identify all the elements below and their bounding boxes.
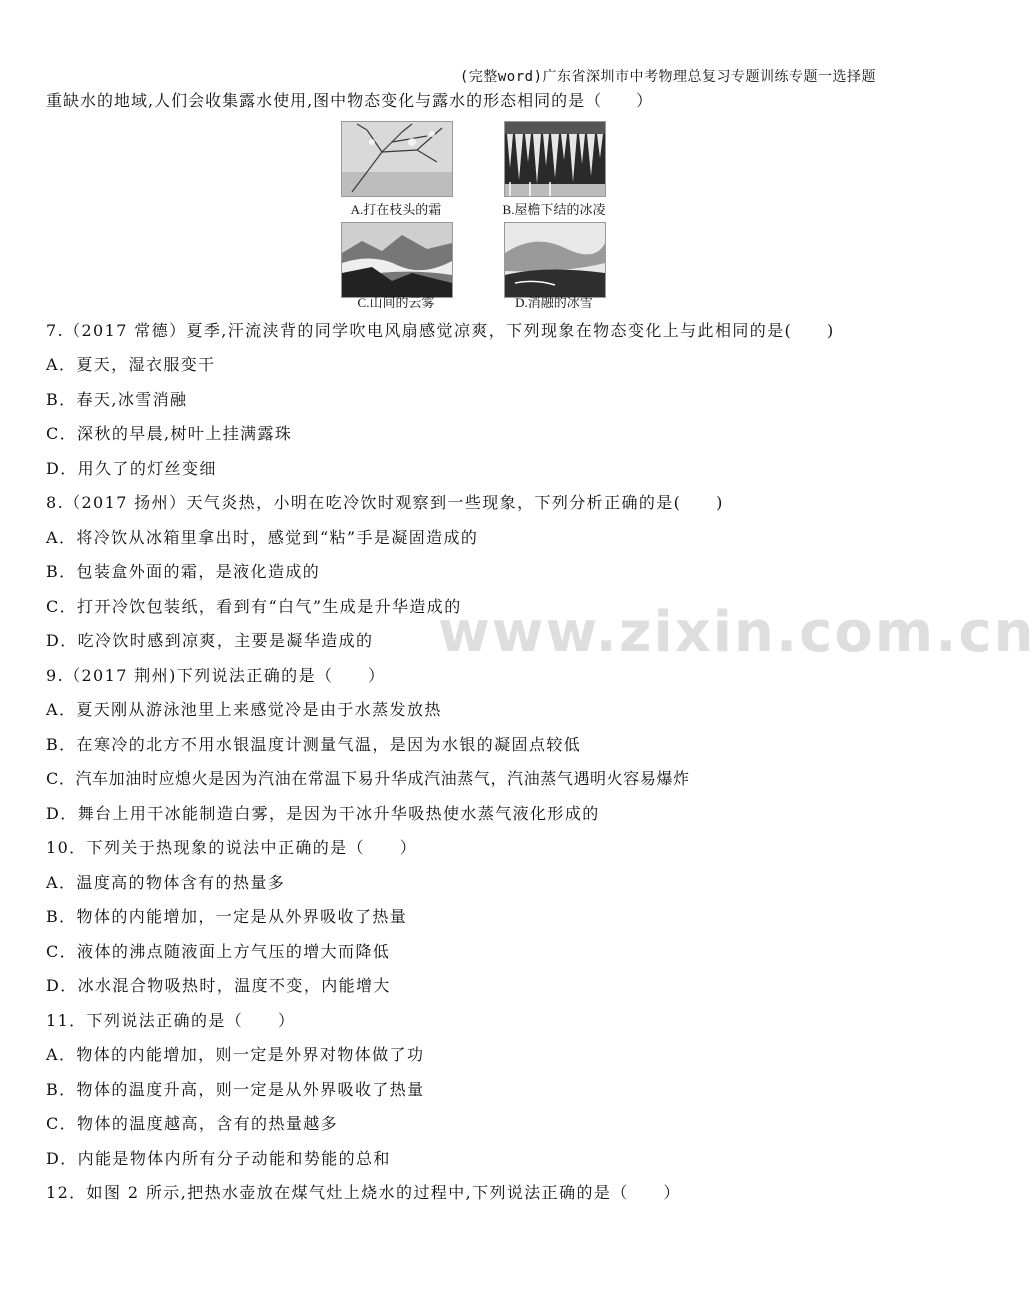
- caption-c: C.山间的云雾: [357, 295, 435, 310]
- question-10-stem: 10．下列关于热现象的说法中正确的是（ ）: [46, 838, 418, 857]
- question-8-option-d: D．吃冷饮时感到凉爽，主要是凝华造成的: [46, 631, 374, 650]
- frost-photo: [341, 121, 453, 197]
- question-6-stem: 重缺水的地域,人们会收集露水使用,图中物态变化与露水的形态相同的是（ ）: [46, 91, 654, 110]
- question-8-option-a: A．将冷饮从冰箱里拿出时，感觉到“粘”手是凝固造成的: [46, 528, 479, 547]
- caption-b: B.屋檐下结的冰凌: [502, 202, 606, 217]
- document-header: (完整word)广东省深圳市中考物理总复习专题训练专题一选择题: [459, 69, 876, 85]
- question-7-option-b: B．春天,冰雪消融: [46, 390, 188, 409]
- question-7-option-c: C．深秋的早晨,树叶上挂满露珠: [46, 424, 293, 443]
- icicle-photo: [504, 121, 606, 197]
- question-11-option-b: B．物体的温度升高，则一定是从外界吸收了热量: [46, 1080, 425, 1099]
- question-9-stem: 9.（2017 荆州)下列说法正确的是（ ）: [46, 666, 386, 685]
- question-11-option-d: D．内能是物体内所有分子动能和势能的总和: [46, 1149, 391, 1168]
- question-8-option-b: B．包装盒外面的霜，是液化造成的: [46, 562, 321, 581]
- question-7-stem: 7.（2017 常德）夏季,汗流浃背的同学吹电风扇感觉凉爽，下列现象在物态变化上与此相同的是( ): [46, 321, 835, 340]
- question-7-option-d: D．用久了的灯丝变细: [46, 459, 217, 478]
- question-7-option-a: A．夏天，湿衣服变干: [46, 355, 216, 374]
- question-11-option-c: C．物体的温度越高，含有的热量越多: [46, 1114, 339, 1133]
- question-8-option-c: C．打开冷饮包装纸，看到有“白气”生成是升华造成的: [46, 597, 462, 616]
- question-10-option-c: C．液体的沸点随液面上方气压的增大而降低: [46, 942, 391, 961]
- question-9-option-c: C．汽车加油时应熄火是因为汽油在常温下易升华成汽油蒸气，汽油蒸气遇明火容易爆炸: [46, 769, 690, 788]
- caption-a: A.打在枝头的霜: [350, 202, 442, 217]
- watermark: www.zixin.com.cn: [438, 600, 1036, 665]
- question-11-option-a: A．物体的内能增加，则一定是外界对物体做了功: [46, 1045, 425, 1064]
- question-12-stem: 12．如图 2 所示,把热水壶放在煤气灶上烧水的过程中,下列说法正确的是（ ）: [46, 1183, 681, 1202]
- question-11-stem: 11．下列说法正确的是（ ）: [46, 1011, 296, 1030]
- question-8-stem: 8.（2017 扬州）天气炎热，小明在吃冷饮时观察到一些现象，下列分析正确的是( ): [46, 493, 724, 512]
- question-9-option-d: D．舞台上用干冰能制造白雾，是因为干冰升华吸热使水蒸气液化形成的: [46, 804, 600, 823]
- question-9-option-a: A．夏天刚从游泳池里上来感觉冷是由于水蒸发放热: [46, 700, 442, 719]
- cloud-mist-photo: [341, 222, 453, 298]
- melting-snow-photo: [504, 222, 606, 298]
- question-9-option-b: B．在寒冷的北方不用水银温度计测量气温，是因为水银的凝固点较低: [46, 735, 582, 754]
- question-10-option-d: D．冰水混合物吸热时，温度不变，内能增大: [46, 976, 391, 995]
- caption-d: D.消融的冰雪: [515, 295, 593, 310]
- question-10-option-a: A．温度高的物体含有的热量多: [46, 873, 286, 892]
- question-10-option-b: B．物体的内能增加，一定是从外界吸收了热量: [46, 907, 408, 926]
